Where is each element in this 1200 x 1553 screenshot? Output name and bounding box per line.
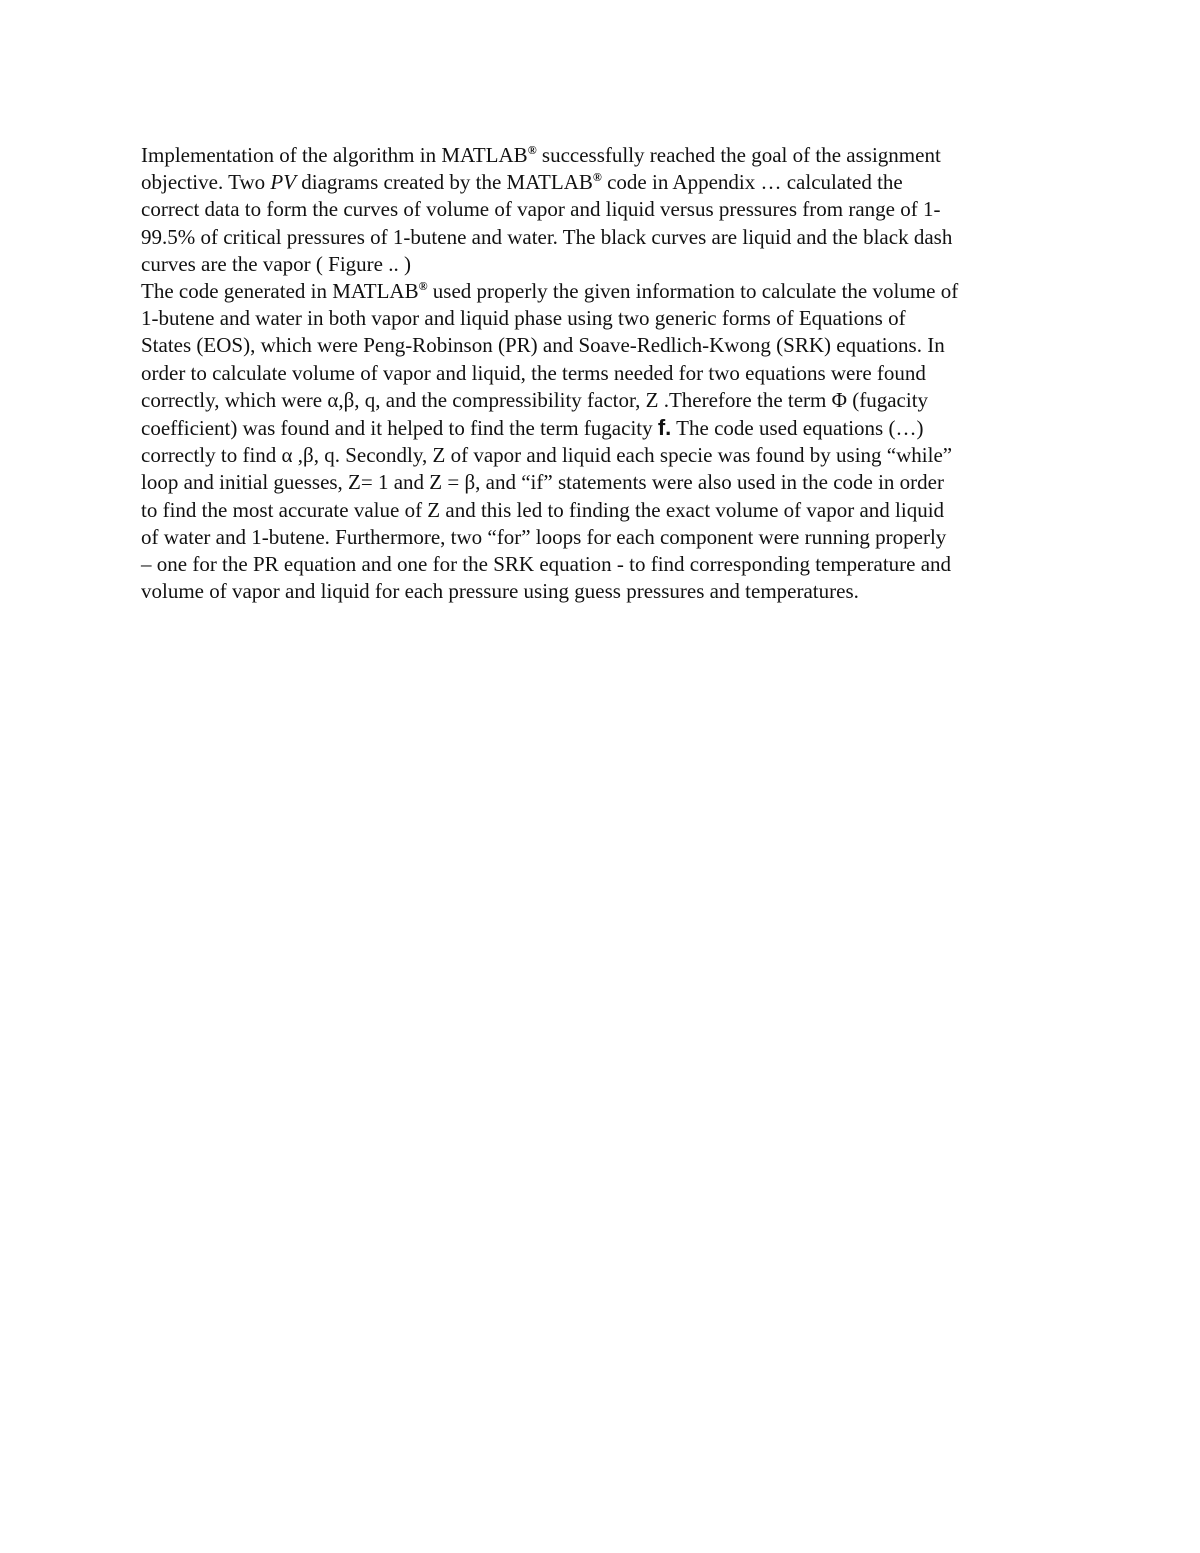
registered-mark: ® bbox=[418, 279, 428, 294]
text-line: loop and initial guesses, Z= 1 and Z = β, and “if” statements were also used in the code in order bbox=[141, 470, 944, 495]
text-line: correctly to find α ,β, q. Secondly, Z of vapor and liquid each specie was found by using “while” bbox=[141, 443, 953, 468]
text-line: volume of vapor and liquid for each pressure using guess pressures and temperatures. bbox=[141, 579, 859, 604]
text-line: of water and 1-butene. Furthermore, two “for” loops for each component were running properly bbox=[141, 524, 947, 549]
paragraph-2 bbox=[141, 278, 1061, 605]
text-line: coefficient) was found and it helped to find the term fugacity f. The code used equations (…) bbox=[141, 415, 924, 441]
pv-italic: PV bbox=[270, 170, 297, 195]
registered-mark: ® bbox=[592, 170, 602, 185]
text-line: correct data to form the curves of volume of vapor and liquid versus pressures from range of 1- bbox=[141, 197, 941, 222]
text-line: order to calculate volume of vapor and liquid, the terms needed for two equations were found bbox=[141, 360, 926, 385]
text-line: correctly, which were α,β, q, and the compressibility factor, Z .Therefore the term Φ (fugacity bbox=[141, 387, 929, 412]
text-line: objective. Two PV diagrams created by the MATLAB® code in Appendix … calculated the bbox=[141, 170, 903, 195]
fugacity-symbol: f. bbox=[657, 415, 672, 441]
registered-mark: ® bbox=[527, 143, 537, 157]
text-line: States (EOS), which were Peng-Robinson (PR) and Soave-Redlich-Kwong (SRK) equations. In bbox=[141, 333, 945, 358]
text-line: to find the most accurate value of Z and this led to finding the exact volume of vapor and liquid bbox=[141, 497, 945, 522]
text-line: – one for the PR equation and one for the SRK equation - to find corresponding temperature and bbox=[141, 552, 952, 577]
paragraph-1 bbox=[141, 142, 1061, 278]
text-line: The code generated in MATLAB® used properly the given information to calculate the volume of bbox=[141, 279, 959, 304]
text-line: Implementation of the algorithm in MATLAB® successfully reached the goal of the assignment bbox=[141, 143, 941, 167]
text-line: 99.5% of critical pressures of 1-butene and water. The black curves are liquid and the black dash bbox=[141, 224, 953, 249]
text-line: curves are the vapor ( Figure .. ) bbox=[141, 251, 411, 276]
text-line: 1-butene and water in both vapor and liquid phase using two generic forms of Equations of bbox=[141, 306, 906, 331]
body-text bbox=[141, 142, 1061, 605]
